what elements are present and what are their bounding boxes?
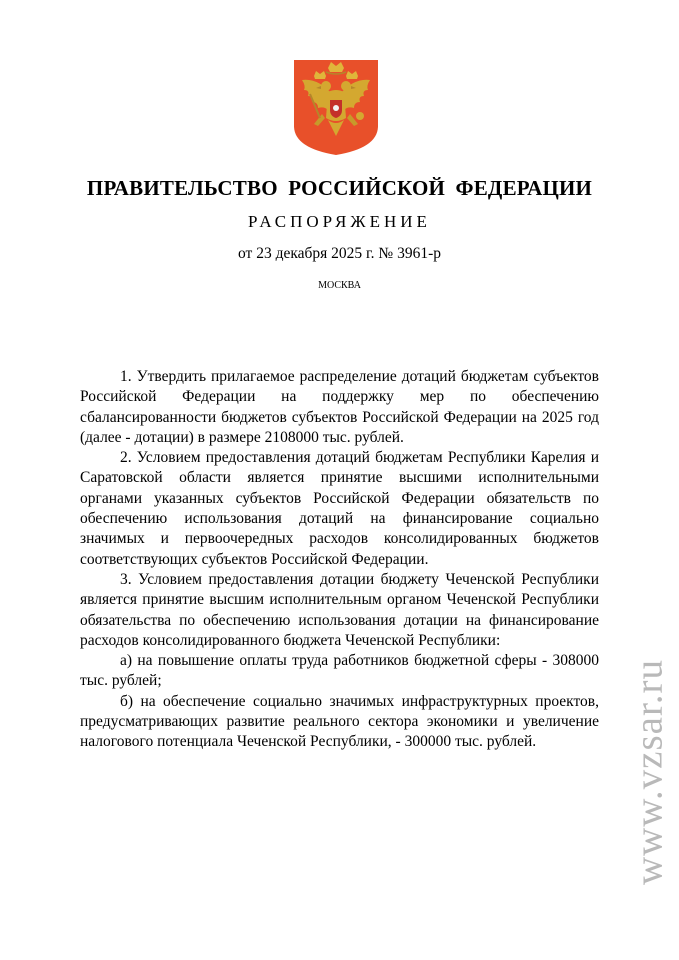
subparagraph-b: б) на обеспечение социально значимых инфраструктурных проектов, предусматривающих развитие реального сектора экономики и увеличение налогового потенциала Чеченской Республики, - 300000 тыс. рублей. <box>80 692 599 751</box>
paragraph-2: 2. Условием предоставления дотаций бюджетам Республики Карелия и Саратовской области является принятие высшими исполнительными органами указанных субъектов Российской Федерации обязательств по обеспечению использования дотаций на финансирование социально значимых и первоочередных расходов консолидированных бюджетов соответствующих субъектов Российской Федерации. <box>80 449 599 568</box>
government-title: ПРАВИТЕЛЬСТВО РОССИЙСКОЙ ФЕДЕРАЦИИ <box>86 176 593 200</box>
watermark-text: www.vzsar.ru <box>627 658 671 886</box>
document-city: МОСКВА <box>318 280 361 291</box>
subparagraph-a: а) на повышение оплаты труда работников бюджетной сферы - 308000 тыс. рублей; <box>80 652 599 690</box>
document-type: РАСПОРЯЖЕНИЕ <box>248 212 431 231</box>
document-date-number: от 23 декабря 2025 г. № 3961-р <box>238 245 441 262</box>
document-body <box>80 367 599 753</box>
coat-of-arms-icon <box>292 58 380 156</box>
paragraph-1: 1. Утвердить прилагаемое распределение дотаций бюджетам субъектов Российской Федерации на поддержку мер по обеспечению сбалансированности бюджетов субъектов Российской Федерации на 2025 год (далее - дотации) в размере 2108000 тыс. рублей. <box>80 368 599 446</box>
watermark <box>628 600 670 945</box>
paragraph-3: 3. Условием предоставления дотации бюджету Чеченской Республики является принятие высшим исполнительным органом Чеченской Республики обязательства по обеспечению использования дотации на финансирование расходов консолидированного бюджета Чеченской Республики: <box>80 570 599 649</box>
